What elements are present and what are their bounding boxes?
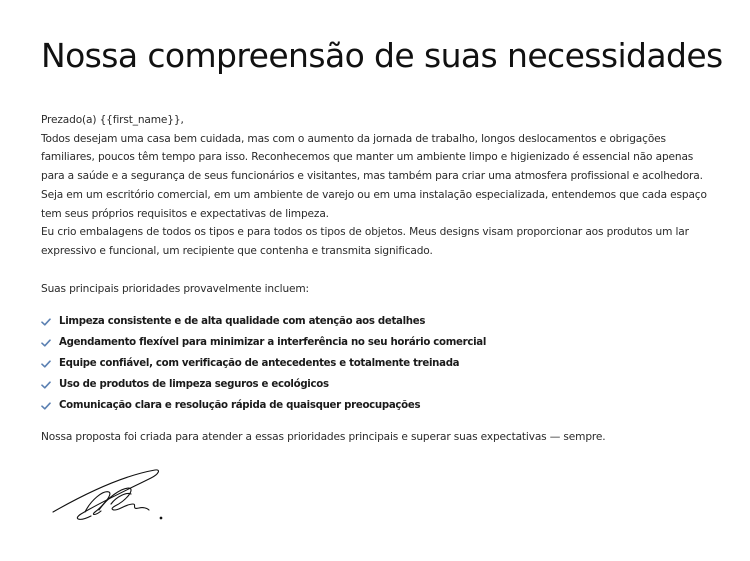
priority-label: Limpeza consistente e de alta qualidade com atenção aos detalhes [59,316,426,327]
paragraph-packaging: Eu crio embalagens de todos os tipos e para todos os tipos de objetos. Meus designs visam proporcionar aos produtos um lar expressivo e funcional, um recipiente que contenha e transmita significado. [41,226,689,257]
letter-body [41,111,711,261]
priority-item [41,353,486,374]
closing-statement: Nossa proposta foi criada para atender a essas prioridades principais e superar suas expectativas — sempre. [41,431,606,443]
priority-label: Equipe confiável, com verificação de antecedentes e totalmente treinada [59,358,460,369]
check-icon [41,359,51,369]
check-icon [41,317,51,327]
priority-item [41,395,486,416]
priority-item [41,374,486,395]
signature-icon [51,466,166,526]
priority-item [41,311,486,332]
check-icon [41,338,51,348]
check-icon [41,380,51,390]
priorities-list [41,311,486,416]
priority-item [41,332,486,353]
priority-label: Agendamento flexível para minimizar a interferência no seu horário comercial [59,337,487,348]
priority-label: Uso de produtos de limpeza seguros e ecológicos [59,379,329,390]
priorities-intro: Suas principais prioridades provavelmente incluem: [41,283,309,295]
paragraph-needs: Todos desejam uma casa bem cuidada, mas com o aumento da jornada de trabalho, longos deslocamentos e obrigações familiares, poucos têm tempo para isso. Reconhecemos que manter um ambiente limpo e higienizado é essencial não apenas para a saúde e a segurança de seus funcionários e visitantes, mas também para criar uma atmosfera profissional e acolhedora. Seja em um escritório comercial, em um ambiente de varejo ou em uma instalação especializada, entendemos que cada espaço tem seus próprios requisitos e expectativas de limpeza. [41,132,707,220]
check-icon [41,401,51,411]
priority-label: Comunicação clara e resolução rápida de quaisquer preocupações [59,400,421,411]
greeting: Prezado(a) {{first_name}}, [41,114,184,126]
page-title: Nossa compreensão de suas necessidades [41,36,723,75]
